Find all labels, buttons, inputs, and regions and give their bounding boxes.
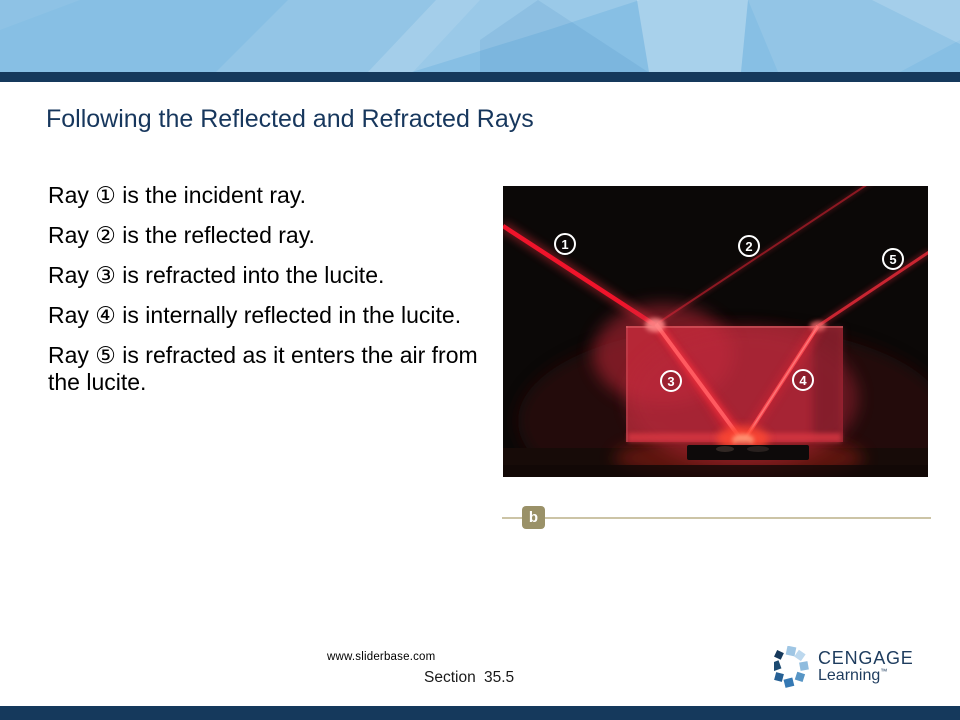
bullet-item-5: Ray ⑤ is refracted as it enters the air from the lucite. <box>48 342 478 395</box>
bullet-item-1: Ray ① is the incident ray. <box>48 182 306 208</box>
banner-facets <box>0 0 960 72</box>
trademark-symbol: ™ <box>880 668 888 676</box>
figure-caption-rule <box>502 517 931 519</box>
cengage-pinwheel-icon <box>774 646 810 692</box>
watermark-text: www.sliderbase.com <box>327 651 436 663</box>
ray-label-3: 3 <box>660 370 682 392</box>
ray-label-2: 2 <box>738 235 760 257</box>
laser-photo-art <box>503 186 928 477</box>
bottom-bar <box>0 706 960 720</box>
slide-title: Following the Reflected and Refracted Rays <box>46 105 534 133</box>
ray-label-4: 4 <box>792 369 814 391</box>
bullet-item-2: Ray ② is the reflected ray. <box>48 222 315 248</box>
ray-label-1: 1 <box>554 233 576 255</box>
header-divider-bar <box>0 72 960 82</box>
bullet-item-3: Ray ③ is refracted into the lucite. <box>48 262 385 288</box>
bullet-list <box>48 182 503 409</box>
figure-panel-label: b <box>522 506 545 529</box>
cengage-wordmark: CENGAGE <box>818 648 914 668</box>
cengage-logo <box>774 644 944 694</box>
cengage-learning-wordmark: Learning™ <box>818 667 888 684</box>
decorative-banner <box>0 0 960 72</box>
bullet-item-4: Ray ④ is internally reflected in the lucite. <box>48 302 462 328</box>
ray-label-5: 5 <box>882 248 904 270</box>
section-number: Section 35.5 <box>424 669 515 686</box>
laser-refraction-photo <box>503 186 928 477</box>
